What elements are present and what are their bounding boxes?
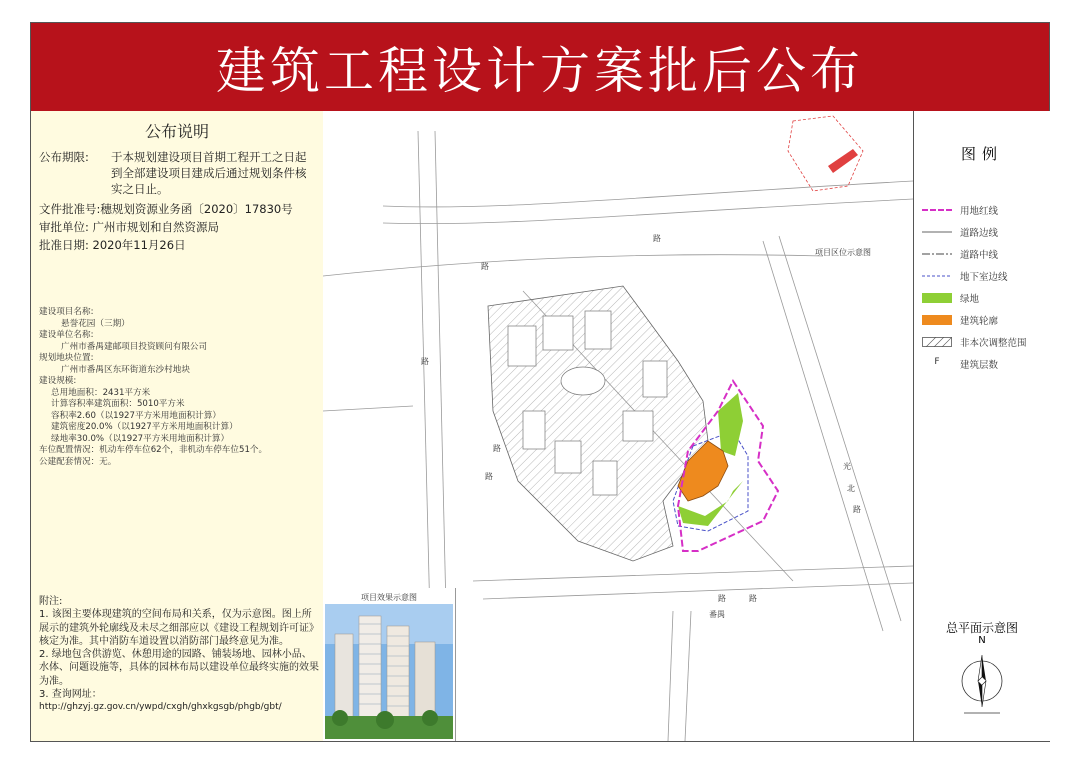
project-owner-value: 广州市番禺建邮项目投资顾问有限公司 xyxy=(61,341,208,352)
announcement-panel xyxy=(31,111,324,741)
road-label: 光 xyxy=(843,462,851,471)
road-label: 路 xyxy=(493,444,501,453)
legend-item xyxy=(922,357,1048,371)
project-name-value: 悬誉花园（三期） xyxy=(61,318,130,329)
compass-icon xyxy=(952,647,1012,717)
document-number-row xyxy=(39,201,319,217)
note-1: 1. 该图主要体现建筑的空间布局和关系，仅为示意图。图上所展示的建筑外轮廓线及未尽之细部应以《建设工程规划许可证》核定为准。其中消防车道设置以消防部门最终意见为准。 xyxy=(39,609,319,647)
land-area: 总用地面积：2431平方米 xyxy=(51,387,151,398)
legend-label: 道路中线 xyxy=(960,250,999,261)
legend-item xyxy=(922,335,1048,349)
legend-label: 建筑轮廓 xyxy=(960,316,999,327)
notice-board xyxy=(30,22,1050,742)
public-facilities: 公建配套情况：无。 xyxy=(39,456,117,467)
legend-label: 道路边线 xyxy=(960,228,999,239)
legend-item xyxy=(922,247,1048,261)
road-label: 路 xyxy=(485,472,493,481)
non-adjusted-swatch xyxy=(922,337,952,347)
announcement-heading: 公布说明 xyxy=(144,122,209,141)
approval-unit-value: 广州市规划和自然资源局 xyxy=(92,220,220,234)
project-location-label: 规划地块位置: xyxy=(39,353,94,363)
floor-symbol: F xyxy=(934,357,940,367)
approval-unit-row xyxy=(39,219,319,235)
north-label: N xyxy=(978,635,986,646)
rendering-image xyxy=(325,604,453,739)
location-marker xyxy=(828,149,858,173)
query-url[interactable]: http://ghzyj.gz.gov.cn/ywpd/cxgh/ghxkgsgb/phgb/gbt/ xyxy=(39,702,282,713)
green-ratio: 绿地率30.0%（以1927平方米用地面积计算） xyxy=(51,433,230,444)
legend-item xyxy=(922,313,1048,327)
project-location-value: 广州市番禺区东环街道东沙村地块 xyxy=(61,364,190,375)
period-value: 于本规划建设项目首期工程开工之日起到全部建设项目建成后通过规划条件核实之日止。 xyxy=(111,150,307,196)
road-edge-swatch xyxy=(922,227,952,237)
approval-date-value: 2020年11月26日 xyxy=(92,238,186,252)
approval-date-label: 批准日期: xyxy=(39,238,89,252)
legend-item xyxy=(922,269,1048,283)
north-arrow xyxy=(952,635,1012,715)
legend-label: 建筑层数 xyxy=(960,360,999,371)
road-label: 路 xyxy=(653,234,661,243)
project-indicators-label: 建设规模: xyxy=(39,376,77,386)
note-3: 3. 查询网址： xyxy=(39,689,102,701)
project-name-label: 建设项目名称: xyxy=(39,307,94,317)
legend-label: 地下室边线 xyxy=(960,272,1008,283)
approval-unit-label: 审批单位: xyxy=(39,220,89,234)
road-label: 路 xyxy=(853,505,861,514)
building-density: 建筑密度20.0%（以1927平方米用地面积计算） xyxy=(51,422,238,432)
legend-item xyxy=(922,203,1048,217)
road-label: 北 xyxy=(847,484,855,493)
green-swatch xyxy=(922,293,952,303)
road-label: 路 xyxy=(718,594,726,603)
document-number-label: 文件批准号: xyxy=(39,202,101,216)
legend-label: 绿地 xyxy=(960,294,980,305)
page-title: 建筑工程设计方案批后公布 xyxy=(31,23,1049,111)
note-2: 2. 绿地包含供游览、休憩用途的园路、铺装场地、园林小品、水体、问题设施等，具体的园林布局以建设单位最终实施的效果为准。 xyxy=(39,649,319,687)
legend-item xyxy=(922,225,1048,239)
compass-title: 总平面示意图 xyxy=(945,621,1018,635)
project-info xyxy=(39,307,319,468)
red-line-swatch xyxy=(922,205,952,215)
rendering-caption: 项目效果示意图 xyxy=(361,593,417,602)
floor-area-ratio: 容积率2.60（以1927平方米用地面积计算） xyxy=(51,410,221,421)
legend-panel xyxy=(913,111,1050,741)
location-map-caption: 项目区位示意图 xyxy=(815,248,871,257)
approval-date-row xyxy=(39,237,319,253)
road-label: 路 xyxy=(421,357,429,366)
gross-floor-area: 计算容积率建筑面积：5010平方米 xyxy=(51,399,185,409)
legend-item xyxy=(922,291,1048,305)
road-center-swatch xyxy=(922,249,952,259)
period-label: 公布期限: xyxy=(39,150,89,164)
basement-swatch xyxy=(922,271,952,281)
legend-label: 用地红线 xyxy=(960,206,999,217)
legend-label: 非本次调整范围 xyxy=(960,338,1027,349)
road-label: 路 xyxy=(749,594,757,603)
document-number-value: 穗规划资源业务函〔2020〕17830号 xyxy=(100,202,293,216)
road-label: 番禺 xyxy=(709,610,725,619)
notes-heading: 附注: xyxy=(39,596,63,607)
building-swatch xyxy=(922,315,952,325)
legend-title: 图例 xyxy=(960,145,1003,163)
project-owner-label: 建设单位名称: xyxy=(39,330,94,340)
parking-info: 车位配置情况：机动车停车位62个，非机动车停车位51个。 xyxy=(39,445,268,455)
rendering-panel xyxy=(323,588,456,741)
road-label: 路 xyxy=(481,262,489,271)
notes xyxy=(39,595,321,715)
